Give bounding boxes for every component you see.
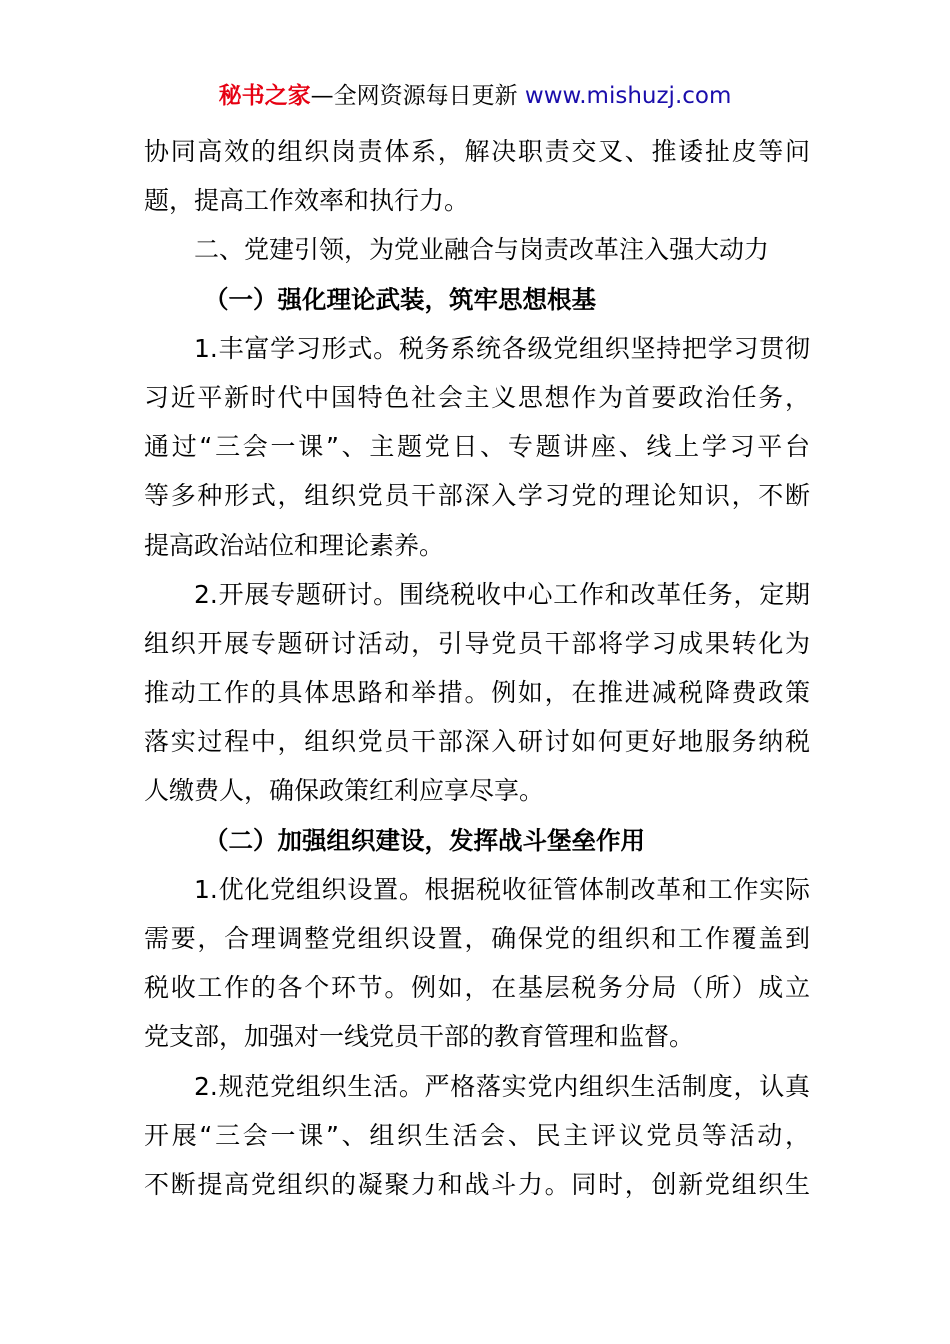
text-line: 1.丰富学习形式。税务系统各级党组织坚持把学习贯彻 <box>194 333 810 363</box>
text-line: 题，提高工作效率和执行力。 <box>144 186 470 216</box>
brand-name: 秘书之家 <box>218 83 311 109</box>
document-body <box>144 127 810 1209</box>
section-heading: （二）加强组织建设，发挥战斗堡垒作用 <box>204 825 645 855</box>
text-line: 2.开展专题研讨。围绕税收中心工作和改革任务，定期 <box>194 579 810 609</box>
text-line: 二、党建引领，为党业融合与岗责改革注入强大动力 <box>194 235 770 265</box>
text-line: 2.规范党组织生活。严格落实党内组织生活制度，认真 <box>194 1071 810 1101</box>
text-line: 通过“三会一课”、主题党日、专题讲座、线上学习平台 <box>144 432 810 462</box>
text-line: 党支部，加强对一线党员干部的教育管理和监督。 <box>144 1022 695 1052</box>
page-header <box>0 80 950 112</box>
text-line: 税收工作的各个环节。例如，在基层税务分局（所）成立 <box>144 973 810 1003</box>
text-line: 提高政治站位和理论素养。 <box>144 530 445 560</box>
text-line: 人缴费人，确保政策红利应享尽享。 <box>144 776 545 806</box>
text-line: 组织开展专题研讨活动，引导党员干部将学习成果转化为 <box>144 628 810 658</box>
header-slogan: —全网资源每日更新 <box>310 83 525 109</box>
site-url-link[interactable]: www.mishuzj.com <box>524 83 732 109</box>
text-line: 开展“三会一课”、组织生活会、民主评议党员等活动， <box>144 1120 810 1150</box>
text-line: 习近平新时代中国特色社会主义思想作为首要政治任务， <box>144 382 810 412</box>
text-line: 需要，合理调整党组织设置，确保党的组织和工作覆盖到 <box>144 924 810 953</box>
text-line: 协同高效的组织岗责体系，解决职责交叉、推诿扯皮等问 <box>144 137 810 166</box>
text-line: 推动工作的具体思路和举措。例如，在推进减税降费政策 <box>144 678 810 708</box>
section-heading: （一）强化理论武装，筑牢思想根基 <box>204 284 596 314</box>
text-line: 等多种形式，组织党员干部深入学习党的理论知识，不断 <box>144 481 810 511</box>
text-line: 1.优化党组织设置。根据税收征管体制改革和工作实际 <box>194 874 810 904</box>
text-line: 不断提高党组织的凝聚力和战斗力。同时，创新党组织生 <box>144 1169 810 1199</box>
text-line: 落实过程中，组织党员干部深入研讨如何更好地服务纳税 <box>144 727 810 757</box>
